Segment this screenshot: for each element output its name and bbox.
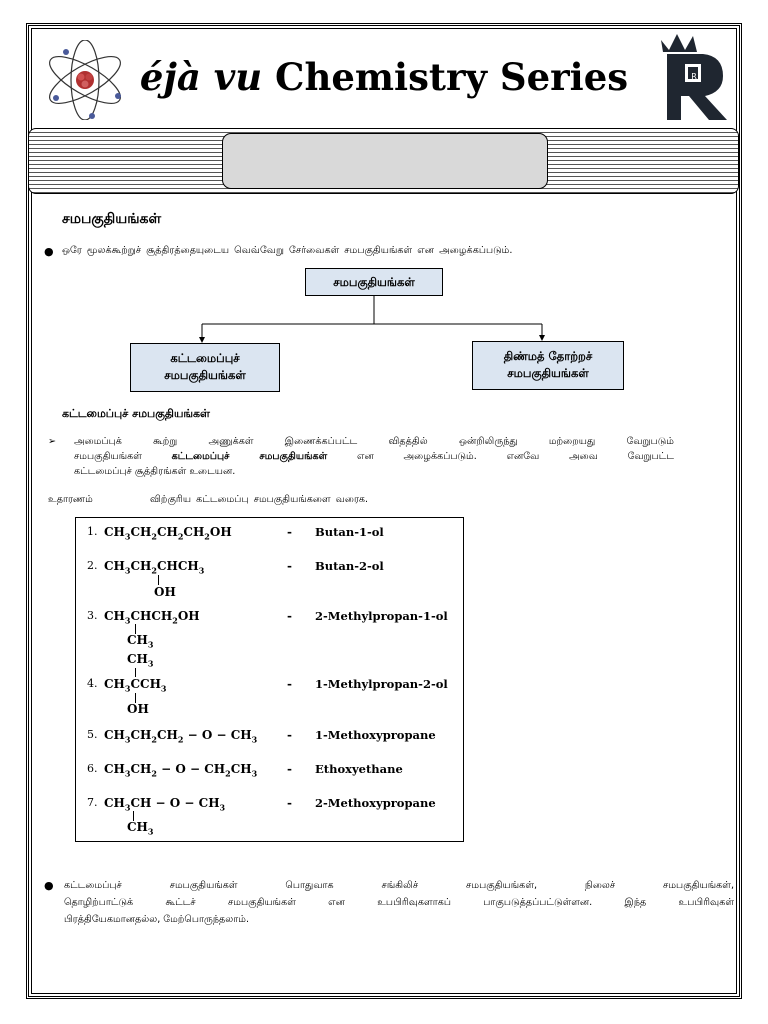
para-line-1: அமைப்புக் கூற்று அணுக்கள் இணைக்கப்பட்ட விதத்தில் ஒன்றிலிருந்து மற்றையது வேறுபடும்: [74, 436, 674, 447]
row-dash: -: [287, 762, 292, 776]
para-line-2-bold: கட்டமைப்புச் சமபகுதியங்கள்: [171, 451, 328, 462]
branch-ch3: $CH_3$: [127, 820, 154, 837]
formula: $CH_3CHCH_2OH$: [104, 609, 200, 626]
bullet-icon: ●: [44, 245, 54, 258]
isomer-table: [75, 517, 464, 842]
row-dash: -: [287, 728, 292, 742]
para-line-2: [74, 449, 674, 464]
branch-ch3: $CH_3$: [127, 652, 154, 669]
tree-root-label: சமபகுதியங்கள்: [333, 275, 415, 289]
closing-line-2: தொழிற்பாட்டுக் கூட்டச் சமபகுதியங்கள் என உபபிரிவுகளாகப் பாகுபடுத்தப்பட்டுள்ளன. இந்த உபபிரிவுகள்: [64, 897, 734, 908]
formula: $CH_3CH - O - CH_3$: [104, 796, 226, 813]
row-number: 3.: [87, 609, 98, 622]
row-number: 7.: [87, 796, 98, 809]
row-dash: -: [287, 559, 292, 573]
isomer-name: Butan-1-ol: [315, 525, 384, 539]
isomer-name: 2-Methoxypropane: [315, 796, 436, 810]
tree-root-box: [305, 268, 443, 296]
tree-connectors: [0, 0, 768, 400]
formula: $CH_3CCH_3$: [104, 677, 167, 694]
row-dash: -: [287, 677, 292, 691]
section-title: சமபகுதியங்கள்: [62, 211, 162, 227]
row-dash: -: [287, 796, 292, 810]
para-line-3: கட்டமைப்புச் சூத்திரங்கள் உடையன.: [74, 466, 236, 477]
bond-line: [135, 668, 136, 677]
formula: $CH_3CH_2CHCH_3$: [104, 559, 205, 576]
isomer-name: 2-Methylpropan-1-ol: [315, 609, 448, 623]
tree-left-line1: கட்டமைப்புச்: [170, 351, 240, 365]
example-instruction: விற்குரிய கட்டமைப்பு சமபகுதியங்களை வரைக.: [150, 494, 369, 505]
closing-line-3: பிரத்தியேகமானதல்ல, மேற்பொருந்தலாம்.: [64, 914, 250, 925]
title-italic: éjà vu: [139, 55, 263, 99]
bullet-icon: ●: [44, 879, 54, 892]
formula: $CH_3CH_2CH_2 - O - CH_3$: [104, 728, 258, 745]
row-number: 1.: [87, 525, 98, 538]
row-number: 6.: [87, 762, 98, 775]
formula: $CH_3CH_2 - O - CH_2CH_3$: [104, 762, 258, 779]
isomer-name: Ethoxyethane: [315, 762, 403, 776]
formula: $CH_3CH_2CH_2CH_2OH$: [104, 525, 232, 542]
branch-ch3: $CH_3$: [127, 633, 154, 650]
isomer-name: Butan-2-ol: [315, 559, 384, 573]
para-line-2-b: என அழைக்கப்படும். எனவே அவை வேறுபட்ட: [357, 451, 674, 462]
row-number: 2.: [87, 559, 98, 572]
arrow-bullet-icon: ➢: [48, 436, 57, 447]
row-dash: -: [287, 609, 292, 623]
isomer-name: 1-Methylpropan-2-ol: [315, 677, 448, 691]
example-label: உதாரணம்: [48, 494, 93, 505]
isomer-name: 1-Methoxypropane: [315, 728, 436, 742]
closing-line-1: கட்டமைப்புச் சமபகுதியங்கள் பொதுவாக சங்கிலிச் சமபகுதியங்கள், நிலைச் சமபகுதியங்கள்,: [64, 880, 734, 891]
para-line-2-a: சமபகுதியங்கள்: [74, 451, 142, 462]
logo-letter: R: [691, 72, 697, 81]
bond-line: [158, 575, 159, 585]
branch-oh: OH: [154, 585, 176, 599]
row-dash: -: [287, 525, 292, 539]
tree-right-box: [472, 341, 624, 390]
row-number: 5.: [87, 728, 98, 741]
tree-right-line1: திண்மத் தோற்றச்: [503, 349, 593, 363]
tree-left-box: [130, 343, 280, 392]
title-rest: Chemistry Series: [262, 55, 629, 99]
definition-text: ஒரே மூலக்கூற்றுச் சூத்திரத்தையுடைய வெவ்வேறு சேர்வைகள் சமபகுதியங்கள் என அழைக்கப்படும்.: [62, 245, 513, 256]
tree-right-line2: சமபகுதியங்கள்: [507, 366, 589, 380]
branch-oh: OH: [127, 702, 149, 716]
closing-text: [64, 877, 734, 928]
tree-left-line2: சமபகுதியங்கள்: [164, 368, 246, 382]
row-number: 4.: [87, 677, 98, 690]
structural-heading: கட்டமைப்புச் சமபகுதியங்கள்: [62, 407, 210, 420]
